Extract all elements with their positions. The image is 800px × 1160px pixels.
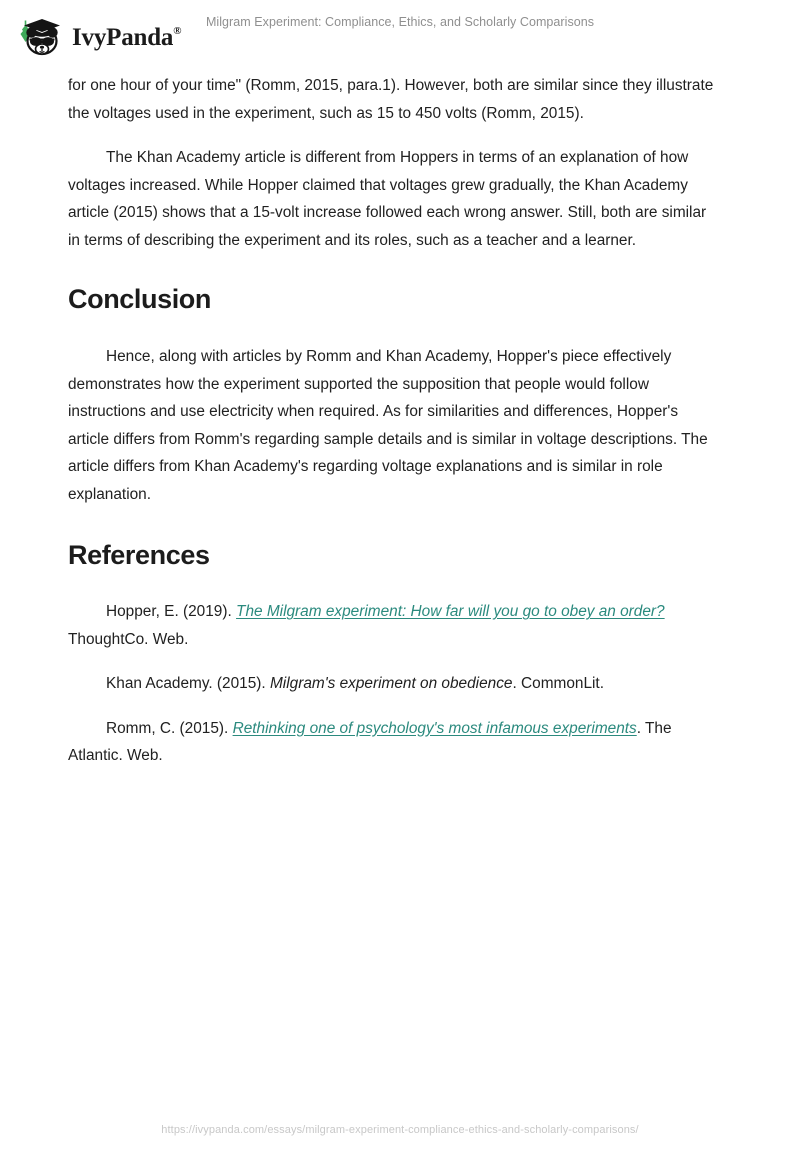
reference-publisher: . CommonLit. xyxy=(512,675,604,693)
reference-publisher: . The Atlantic. Web. xyxy=(68,719,672,765)
references-heading: References xyxy=(68,540,210,571)
paragraph-khan-academy: The Khan Academy article is different from Hoppers in terms of an explanation of how voltages increased. While Hopper claimed that voltages grew gradually, the Khan Academy article (2015) shows that a 15-volt increase followed each wrong answer. Still, both are similar in terms of describing the experiment and its roles, such as a teacher and a learner. xyxy=(68,149,707,249)
references-list xyxy=(68,598,722,770)
spacer-after-conclusion-heading xyxy=(68,315,722,343)
reference-publisher: ThoughtCo. Web. xyxy=(68,630,189,648)
spacer-before-conclusion xyxy=(68,254,722,284)
reference-author-year: Romm, C. (2015). xyxy=(106,719,233,737)
document-body xyxy=(68,72,722,770)
footer-source-url: https://ivypanda.com/essays/milgram-experiment-compliance-ethics-and-scholarly-comparisons/ xyxy=(161,1124,639,1136)
reference-link-hopper[interactable]: The Milgram experiment: How far will you go to obey an order? xyxy=(236,603,665,621)
reference-author-year: Hopper, E. (2019). xyxy=(106,603,237,621)
reference-author-year: Khan Academy. (2015). xyxy=(106,675,270,693)
reference-item-khan-academy xyxy=(68,670,722,698)
reference-title-khan-academy: Milgram's experiment on obedience xyxy=(269,675,513,693)
reference-link-romm[interactable]: Rethinking one of psychology's most infamous experiments xyxy=(232,719,637,737)
page-header xyxy=(0,0,800,68)
reference-item-romm xyxy=(68,715,722,770)
trademark-symbol: ® xyxy=(173,25,182,38)
spacer-after-references-heading xyxy=(68,571,722,598)
conclusion-paragraph: Hence, along with articles by Romm and Khan Academy, Hopper's piece effectively demonstrates how the experiment supported the supposition that people would follow instructions and use electricity when required. As for similarities and differences, Hopper's article differs from Romm's regarding sample details and is similar in voltage descriptions. The article differs from Khan Academy's regarding voltage explanations and is similar in role explanation. xyxy=(68,348,708,503)
document-title: Milgram Experiment: Compliance, Ethics, and Scholarly Comparisons xyxy=(205,15,595,29)
conclusion-heading: Conclusion xyxy=(68,284,211,314)
reference-item-hopper xyxy=(68,598,722,653)
paragraph-continued: for one hour of your time" (Romm, 2015, para.1). However, both are similar since they illustrate the voltages used in the experiment, such as 15 to 450 volts (Romm, 2015). xyxy=(68,77,714,122)
spacer-before-references xyxy=(68,508,722,540)
brand-name-text: IvyPanda xyxy=(72,23,174,51)
page-footer xyxy=(0,1120,800,1138)
